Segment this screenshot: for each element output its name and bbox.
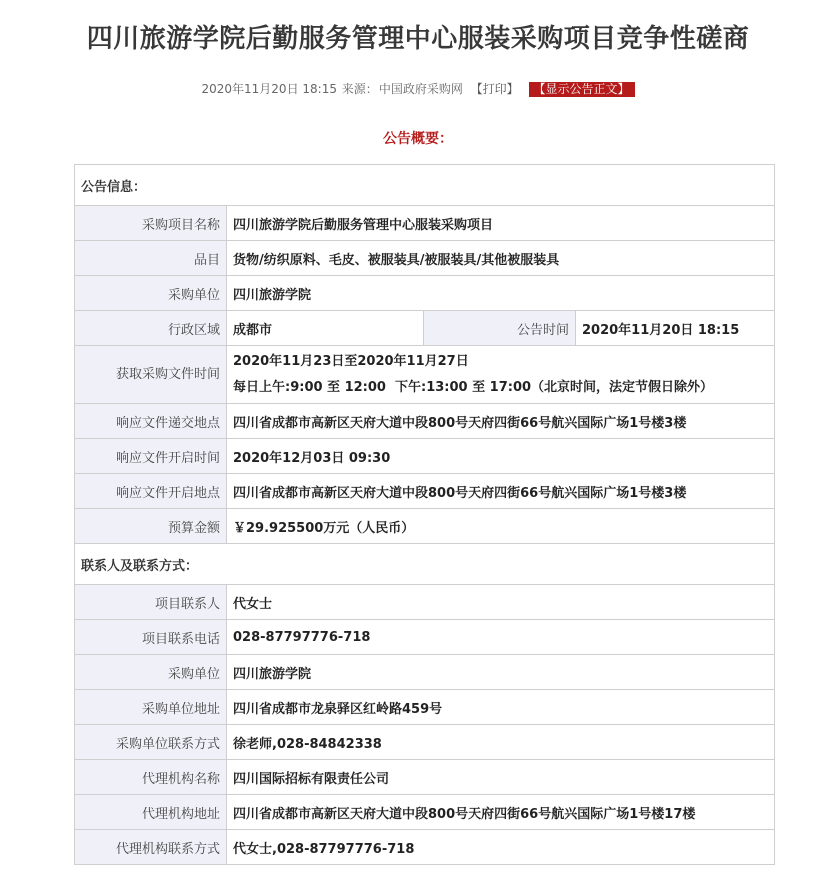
table-row: [75, 509, 775, 544]
show-notice-text-button[interactable]: 【显示公告正文】: [529, 82, 635, 97]
field-label: 公告时间: [424, 311, 576, 346]
region-value: 成都市: [227, 311, 424, 346]
table-row: [75, 655, 775, 690]
field-label: 响应文件开启地点: [75, 474, 227, 509]
table-row: [75, 725, 775, 760]
page-title: 四川旅游学院后勤服务管理中心服装采购项目竞争性磋商: [86, 24, 750, 54]
contact-purchaser-value: 四川旅游学院: [227, 655, 775, 690]
table-row: [75, 276, 775, 311]
source-name: 中国政府采购网: [378, 82, 463, 96]
project-name-value: 四川旅游学院后勤服务管理中心服装采购项目: [227, 206, 775, 241]
field-label: 行政区域: [75, 311, 227, 346]
print-link[interactable]: 【打印】: [470, 82, 519, 96]
agency-name-value: 四川国际招标有限责任公司: [227, 760, 775, 795]
table-row: [75, 620, 775, 655]
field-label: 响应文件开启时间: [75, 439, 227, 474]
table-row: [75, 585, 775, 620]
table-row: [75, 404, 775, 439]
notice-summary-table: [74, 164, 775, 865]
table-row: [75, 241, 775, 276]
field-label: 采购单位: [75, 276, 227, 311]
submit-place-value: 四川省成都市高新区天府大道中段800号天府四街66号航兴国际广场1号楼3楼: [227, 404, 775, 439]
table-row: [75, 690, 775, 725]
field-label: 采购单位地址: [75, 690, 227, 725]
table-row: [75, 474, 775, 509]
open-time-value: 2020年12月03日 09:30: [227, 439, 775, 474]
field-label: 代理机构联系方式: [75, 830, 227, 865]
field-label: 响应文件递交地点: [75, 404, 227, 439]
budget-value: ￥29.925500万元（人民币）: [227, 509, 775, 544]
purchaser-contact-value: 徐老师,028-84842338: [227, 725, 775, 760]
agency-contact-value: 代女士,028-87797776-718: [227, 830, 775, 865]
publish-datetime: 2020年11月20日 18:15: [201, 82, 337, 96]
section-contact-info: 联系人及联系方式：: [75, 544, 775, 585]
field-label: 获取采购文件时间: [75, 346, 227, 404]
field-label: 采购单位: [75, 655, 227, 690]
doc-time-dates: 2020年11月23日至2020年11月27日: [233, 353, 469, 369]
open-place-value: 四川省成都市高新区天府大道中段800号天府四街66号航兴国际广场1号楼3楼: [227, 474, 775, 509]
table-row: [75, 795, 775, 830]
table-row: [75, 439, 775, 474]
project-phone-value: 028-87797776-718: [227, 620, 775, 655]
table-row: [75, 830, 775, 865]
summary-heading: 公告概要：: [383, 131, 453, 147]
category-value: 货物/纺织原料、毛皮、被服装具/被服装具/其他被服装具: [227, 241, 775, 276]
purchaser-value: 四川旅游学院: [227, 276, 775, 311]
source-label: 来源：: [341, 82, 378, 96]
field-label: 采购项目名称: [75, 206, 227, 241]
table-row: [75, 346, 775, 404]
section-notice-info: 公告信息：: [75, 165, 775, 206]
doc-time-value: [227, 346, 775, 404]
project-contact-value: 代女士: [227, 585, 775, 620]
field-label: 项目联系人: [75, 585, 227, 620]
purchaser-address-value: 四川省成都市龙泉驿区红岭路459号: [227, 690, 775, 725]
doc-time-hours: 每日上午:9:00 至 12:00 下午:13:00 至 17:00（北京时间，法定节假日除外）: [233, 379, 714, 395]
table-row: [75, 206, 775, 241]
field-label: 采购单位联系方式: [75, 725, 227, 760]
meta-line: [0, 80, 836, 97]
table-row: [75, 311, 775, 346]
agency-address-value: 四川省成都市高新区天府大道中段800号天府四街66号航兴国际广场1号楼17楼: [227, 795, 775, 830]
field-label: 代理机构地址: [75, 795, 227, 830]
field-label: 项目联系电话: [75, 620, 227, 655]
section-row: [75, 165, 775, 206]
table-row: [75, 760, 775, 795]
field-label: 品目: [75, 241, 227, 276]
section-row: [75, 544, 775, 585]
publish-time-value: 2020年11月20日 18:15: [576, 311, 775, 346]
field-label: 预算金额: [75, 509, 227, 544]
field-label: 代理机构名称: [75, 760, 227, 795]
